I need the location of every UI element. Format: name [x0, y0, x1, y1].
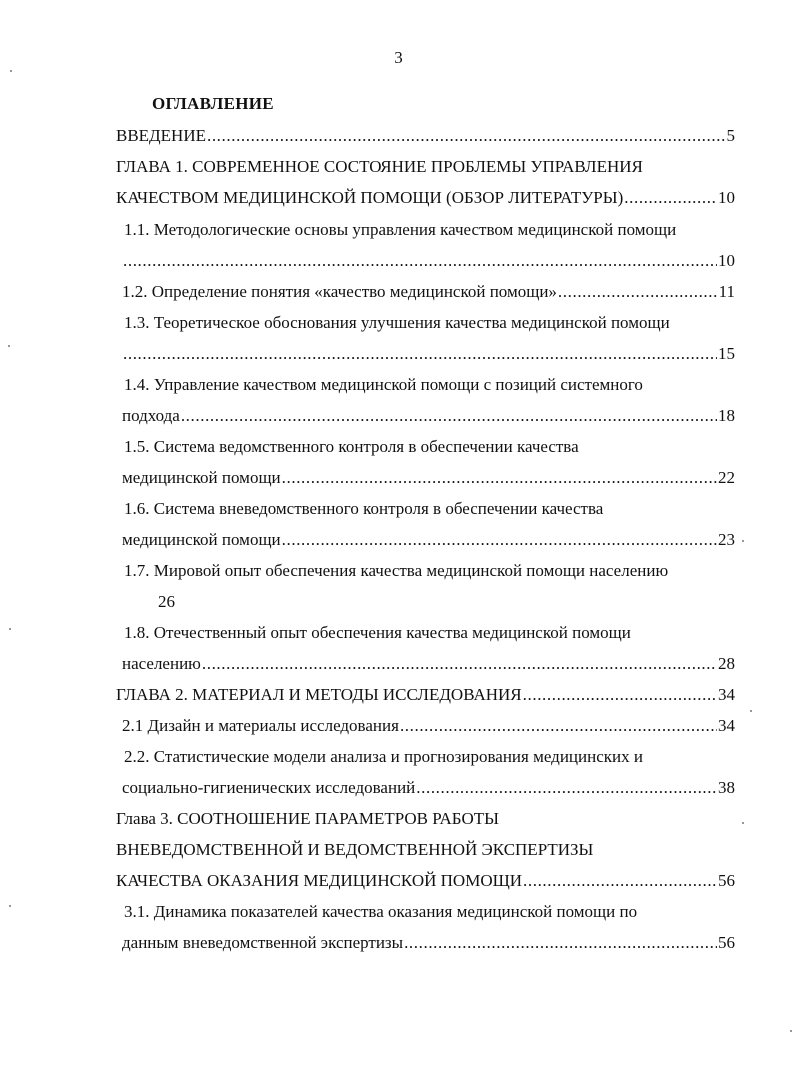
toc-entry-text: КАЧЕСТВОМ МЕДИЦИНСКОЙ ПОМОЩИ (ОБЗОР ЛИТЕРАТУРЫ)	[116, 188, 624, 207]
toc-entry-1-8-line1[interactable]: 1.8. Отечественный опыт обеспечения качества медицинской помощи	[124, 623, 631, 642]
toc-entry-text: 2.1 Дизайн и материалы исследования	[122, 716, 399, 735]
toc-entry-1-5[interactable]	[122, 468, 735, 488]
toc-entry-1-6[interactable]	[122, 530, 735, 550]
toc-entry-text: населению	[122, 654, 201, 673]
toc-entry-1-1-line1[interactable]: 1.1. Методологические основы управления качеством медицинской помощи	[124, 220, 677, 239]
toc-entry-text: медицинской помощи	[122, 530, 281, 549]
toc-entry-text: подхода	[122, 406, 180, 425]
toc-entry-1-7-line1[interactable]: 1.7. Мировой опыт обеспечения качества медицинской помощи населению	[124, 561, 669, 580]
toc-entry-1-1[interactable]	[122, 251, 735, 271]
toc-entry-chapter3-line1[interactable]: Глава 3. СООТНОШЕНИЕ ПАРАМЕТРОВ РАБОТЫ	[116, 809, 499, 828]
toc-entry-page: 15	[718, 344, 735, 363]
scan-speck	[742, 822, 744, 824]
dot-leader	[181, 406, 717, 426]
dot-leader	[558, 282, 718, 302]
toc-entry-text: социально-гигиенических исследований	[122, 778, 416, 797]
toc-entry-page: 10	[718, 188, 735, 207]
toc-entry-2-1[interactable]	[122, 716, 735, 736]
dot-leader	[416, 778, 717, 798]
toc-entry-page: 10	[718, 251, 735, 270]
toc-entry-3-1-line1[interactable]: 3.1. Динамика показателей качества оказания медицинской помощи по	[124, 902, 638, 921]
toc-entry-1-4-line1[interactable]: 1.4. Управление качеством медицинской помощи с позиций системного	[124, 375, 643, 394]
toc-entry-2-2-line1[interactable]: 2.2. Статистические модели анализа и прогнозирования медицинских и	[124, 747, 643, 766]
dot-leader	[523, 871, 717, 891]
dot-leader	[123, 344, 717, 364]
scan-speck	[9, 905, 11, 907]
toc-entry-page: 38	[718, 778, 735, 797]
toc-entry-1-4[interactable]	[122, 406, 735, 426]
toc-entry-1-6-line1[interactable]: 1.6. Система вневедомственного контроля в обеспечении качества	[124, 499, 604, 518]
toc-entry-chapter2[interactable]	[116, 685, 735, 705]
toc-entry-2-2[interactable]	[122, 778, 735, 798]
toc-entry-text: КАЧЕСТВА ОКАЗАНИЯ МЕДИЦИНСКОЙ ПОМОЩИ	[116, 871, 523, 890]
toc-entry-page: 34	[718, 716, 735, 735]
toc-entry-page: 56	[718, 871, 735, 890]
toc-entry-chapter1-line1[interactable]: ГЛАВА 1. СОВРЕМЕННОЕ СОСТОЯНИЕ ПРОБЛЕМЫ УПРАВЛЕНИЯ	[116, 157, 643, 176]
toc-entry-page: 18	[718, 406, 735, 425]
toc-entry-text: ГЛАВА 2. МАТЕРИАЛ И МЕТОДЫ ИССЛЕДОВАНИЯ	[116, 685, 522, 704]
toc-entry-chapter3-line2[interactable]: ВНЕВЕДОМСТВЕННОЙ И ВЕДОМСТВЕННОЙ ЭКСПЕРТИЗЫ	[116, 840, 594, 859]
toc-entry-1-8[interactable]	[122, 654, 735, 674]
toc-entry-1-2[interactable]	[122, 282, 735, 302]
scan-speck	[10, 70, 12, 72]
dot-leader	[282, 468, 717, 488]
scan-speck	[750, 710, 752, 712]
dot-leader	[202, 654, 717, 674]
toc-entry-1-7-page: 26	[158, 592, 175, 611]
toc-entry-1-3-line1[interactable]: 1.3. Теоретическое обоснования улучшения качества медицинской помощи	[124, 313, 670, 332]
scan-speck	[790, 1030, 792, 1032]
toc-entry-1-5-line1[interactable]: 1.5. Система ведомственного контроля в обеспечении качества	[124, 437, 579, 456]
toc-entry-page: 28	[718, 654, 735, 673]
toc-entry-chapter1[interactable]	[116, 188, 735, 208]
toc-entry-text: медицинской помощи	[122, 468, 281, 487]
toc-entry-3-1[interactable]	[122, 933, 735, 953]
page-number: 3	[394, 48, 403, 67]
toc-entry-1-3[interactable]	[122, 344, 735, 364]
dot-leader	[282, 530, 717, 550]
toc-entry-chapter3[interactable]	[116, 871, 735, 891]
scan-speck	[8, 345, 10, 347]
dot-leader	[207, 126, 726, 146]
dot-leader	[523, 685, 717, 705]
toc-title: ОГЛАВЛЕНИЕ	[152, 94, 274, 113]
toc-entry-page: 34	[718, 685, 735, 704]
dot-leader	[123, 251, 717, 271]
scan-speck	[9, 628, 11, 630]
toc-entry-text: ВВЕДЕНИЕ	[116, 126, 206, 145]
dot-leader	[624, 188, 717, 208]
toc-entry-page: 23	[718, 530, 735, 549]
toc-entry-page: 11	[718, 282, 735, 301]
dot-leader	[404, 933, 717, 953]
toc-entry-text: данным вневедомственной экспертизы	[122, 933, 404, 952]
scan-speck	[742, 540, 744, 542]
dot-leader	[400, 716, 717, 736]
toc-entry-page: 5	[726, 126, 735, 145]
toc-entry-text: 1.2. Определение понятия «качество медицинской помощи»	[122, 282, 557, 301]
toc-entry-page: 22	[718, 468, 735, 487]
toc-entry-intro[interactable]	[116, 126, 735, 146]
toc-entry-page: 56	[718, 933, 735, 952]
